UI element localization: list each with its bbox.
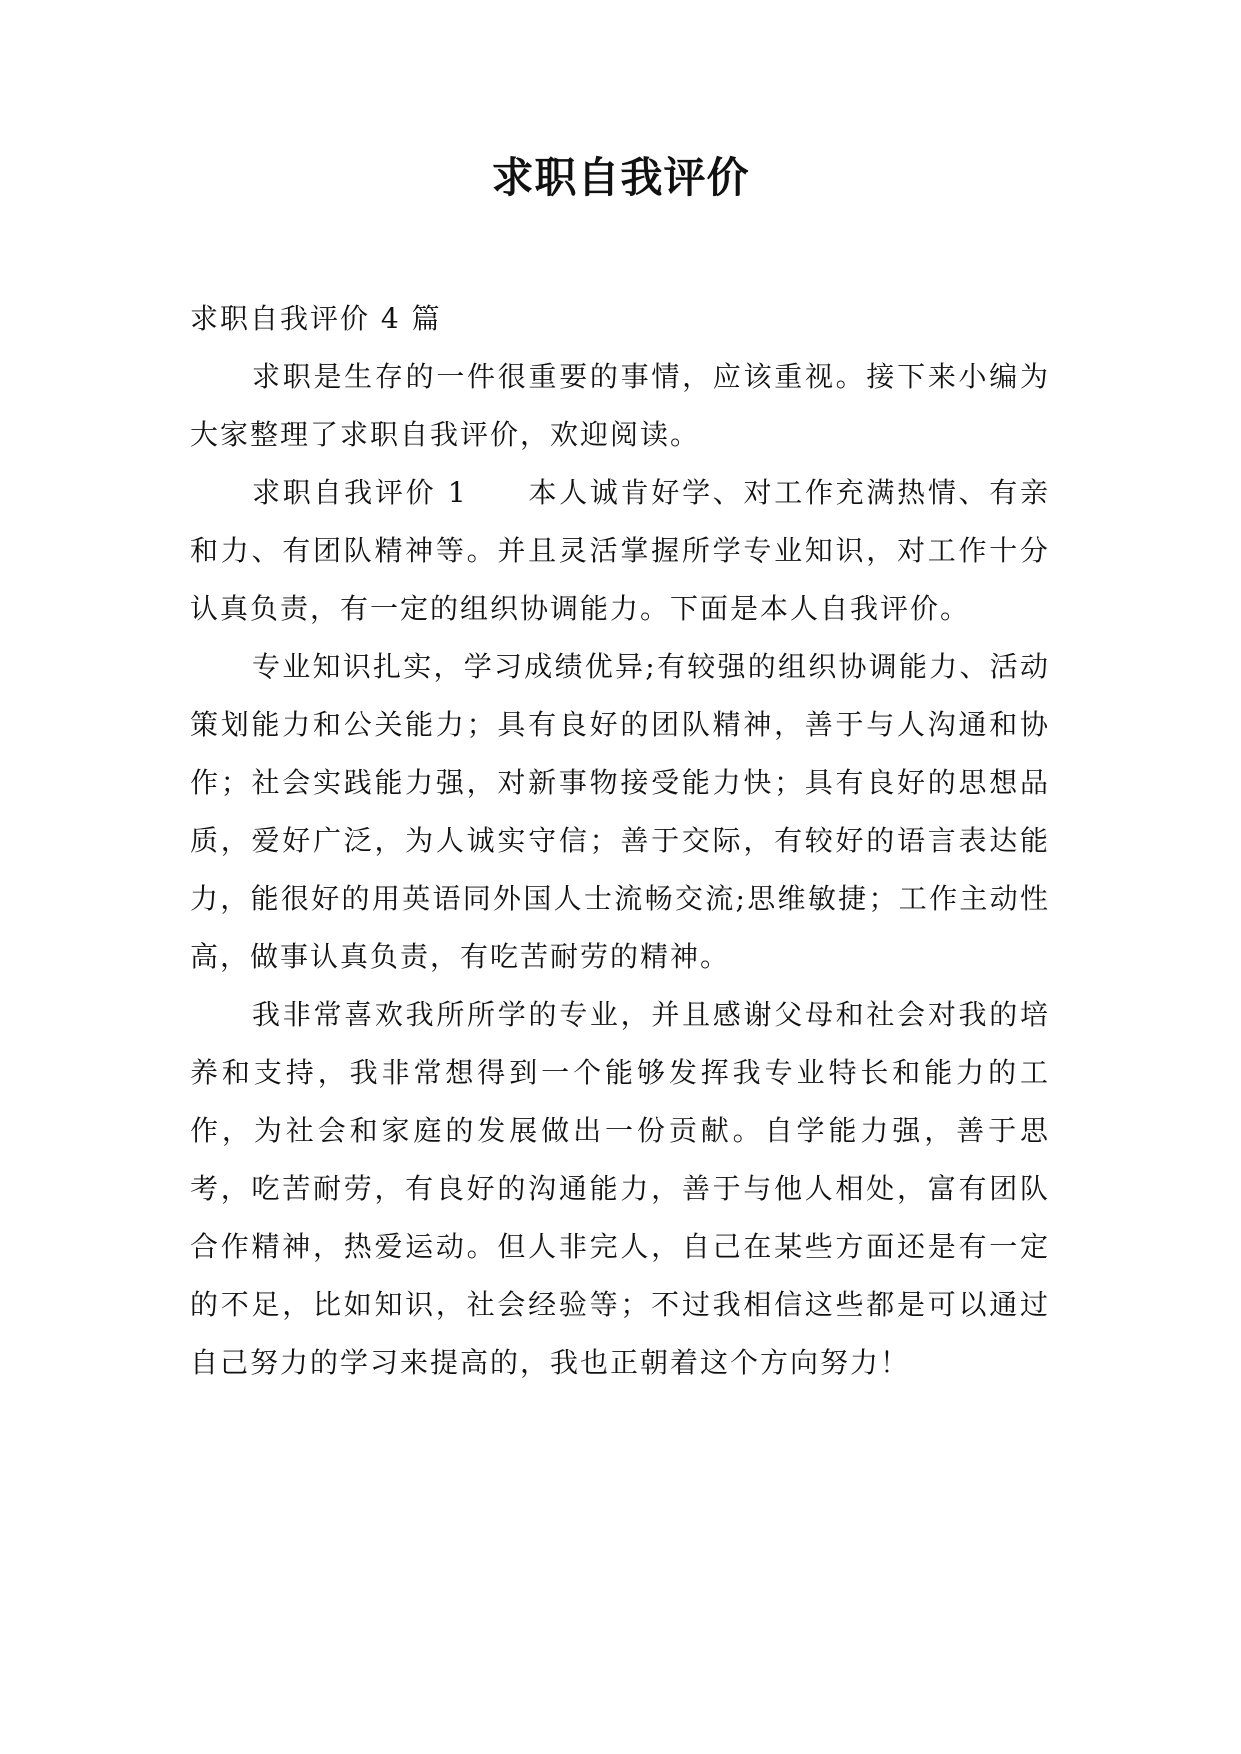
document-body <box>190 290 1050 1392</box>
document-subtitle: 求职自我评价 4 篇 <box>190 302 442 335</box>
paragraph-section-1 <box>190 464 1050 638</box>
paragraph-intro: 求职是生存的一件很重要的事情，应该重视。接下来小编为大家整理了求职自我评价，欢迎阅读。 <box>190 360 1050 451</box>
section-1-heading: 求职自我评价 1 <box>252 476 468 509</box>
paragraph-2: 专业知识扎实，学习成绩优异;有较强的组织协调能力、活动策划能力和公关能力；具有良好的团队精神，善于与人沟通和协作；社会实践能力强，对新事物接受能力快；具有良好的思想品质，爱好广泛，为人诚实守信；善于交际，有较好的语言表达能力，能很好的用英语同外国人士流畅交流;思维敏捷；工作主动性高，做事认真负责，有吃苦耐劳的精神。 <box>190 650 1050 973</box>
paragraph-3: 我非常喜欢我所所学的专业，并且感谢父母和社会对我的培养和支持，我非常想得到一个能够发挥我专业特长和能力的工作，为社会和家庭的发展做出一份贡献。自学能力强，善于思考，吃苦耐劳，有良好的沟通能力，善于与他人相处，富有团队合作精神，热爱运动。但人非完人，自己在某些方面还是有一定的不足，比如知识，社会经验等；不过我相信这些都是可以通过自己努力的学习来提高的，我也正朝着这个方向努力！ <box>190 998 1050 1379</box>
page-title: 求职自我评价 <box>491 153 750 202</box>
section-1-text: 本人诚肯好学、对工作充满热情、有亲和力、有团队精神等。并且灵活掌握所学专业知识，对工作十分认真负责，有一定的组织协调能力。下面是本人自我评价。 <box>190 476 1050 625</box>
